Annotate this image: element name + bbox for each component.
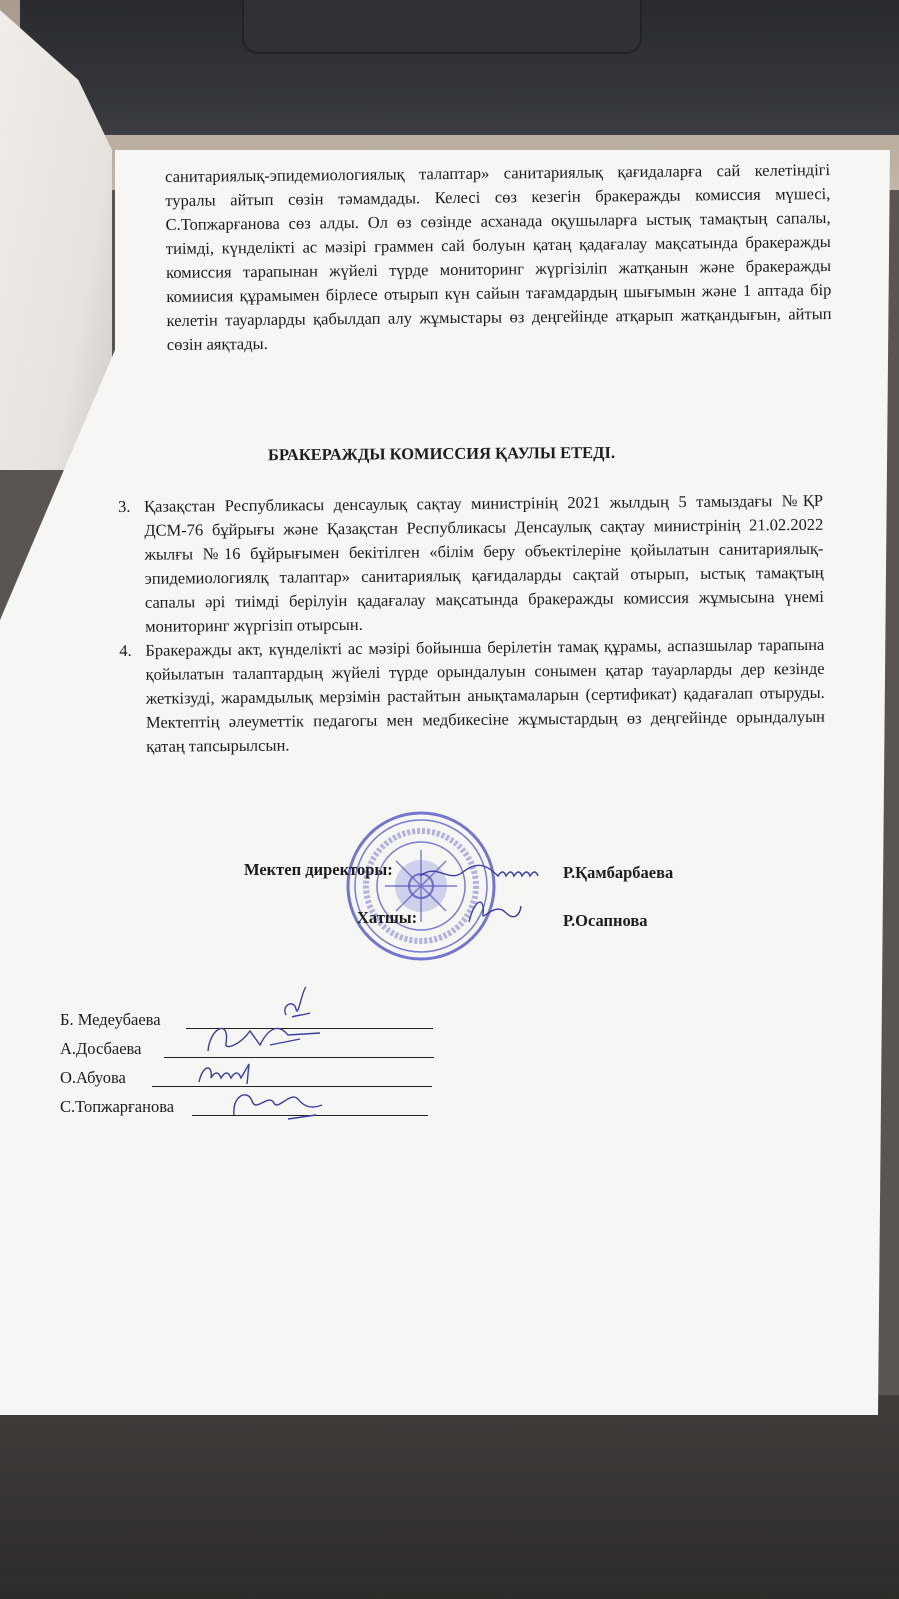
commission-members [60, 1008, 174, 1124]
member-row [60, 1095, 174, 1119]
member-signature-icon [228, 1085, 328, 1125]
director-signature-icon [418, 858, 548, 888]
decision-list [118, 489, 825, 759]
member-row [60, 1008, 174, 1032]
decision-number: 4. [119, 640, 132, 660]
member-signature-icon [195, 1058, 265, 1088]
member-name: С.Топжарғанова [60, 1097, 175, 1116]
decision-text: Қазақстан Республикасы денсаулық сақтау министрінің 2021 жылдың 5 тамыздағы №ҚР ДСМ-76 бұйрығы және Қазақстан Республикасы Денсаулық сақтау министрінің 21.02.2022 жылғы №16 бұйрығымен бекітілген «білім беру объектілеріне қойылатын санитариялық-эпидемиологиялқ талаптар» санитариялық қағидаларды сақтай отырып, ыстық тамақтың сапалы әрі тиімді берілуін қадағалау мақсатында бракеражды комиссия жұмысына үнемі мониторинг жүргізіп отырсын. [144, 490, 824, 636]
member-signature-icon [200, 1015, 330, 1055]
laptop-body [20, 0, 899, 135]
director-label: Мектеп директоры: [244, 860, 393, 879]
member-row [60, 1066, 174, 1090]
decision-text: Бракеражды акт, күнделікті ас мәзірі бойынша берілетін тамақ құрамы, аспазшылар тарапына қойылатын талаптардың жүйелі түрде орындалуын сонымен қатар тауарларды дер кезінде жеткізуді, жарамдылық мерзімін растайтын анықтамаларын (сертификат) қадағалап отыруды. Мектептің әлеуметтік педагогы мен медбикесіне жұмыстардың өз деңгейінде орындалуын қатаң тапсырылсын. [145, 634, 826, 756]
member-name: О.Абуова [60, 1068, 126, 1087]
decision-heading: БРАКЕРАЖДЫ КОМИССИЯ ҚАУЛЫ ЕТЕДІ. [267, 442, 616, 465]
member-name: А.Досбаева [60, 1039, 142, 1058]
laptop-touchpad [242, 0, 642, 54]
dark-surface [0, 1395, 899, 1599]
member-name: Б. Медеубаева [60, 1010, 161, 1029]
secretary-signature-icon [465, 892, 525, 928]
decision-item-3 [118, 489, 824, 639]
decision-item-4 [119, 633, 825, 759]
secretary-name: Р.Осапнова [563, 911, 648, 930]
director-name: Р.Қамбарбаева [563, 863, 674, 882]
decision-number: 3. [118, 496, 131, 516]
intro-text: санитариялық-эпидемиологиялық талаптар» санитариялық қағидаларға сай келетіндігі туралы айтып сөзін тәмамдады. Келесі сөз кезегін бракеражды комиссия мүшесі, С.Топжарғанова сөз алды. Ол өз сөзінде асханада оқушыларға ыстық тамақтың сапалы, тиімді, күнделікті ас мәзірі граммен сай болуын қатаң қадағалау мақсатында бракеражды комиссия тарапынан жүйелі түрде мониторинг жүргізіліп жатқанын және бракеражды комиисия құрамымен бірлесе отырып күн сайын тағамдардың шығымын және 1 аптада бір келетін тауарларды қабылдап алу жұмыстары өз деңгейінде атқарып жатқандығын, айтып сөзін аяқтады. [165, 160, 832, 354]
member-row [60, 1037, 174, 1061]
secretary-label: Хатшы: [357, 908, 418, 927]
intro-paragraph [165, 158, 832, 357]
